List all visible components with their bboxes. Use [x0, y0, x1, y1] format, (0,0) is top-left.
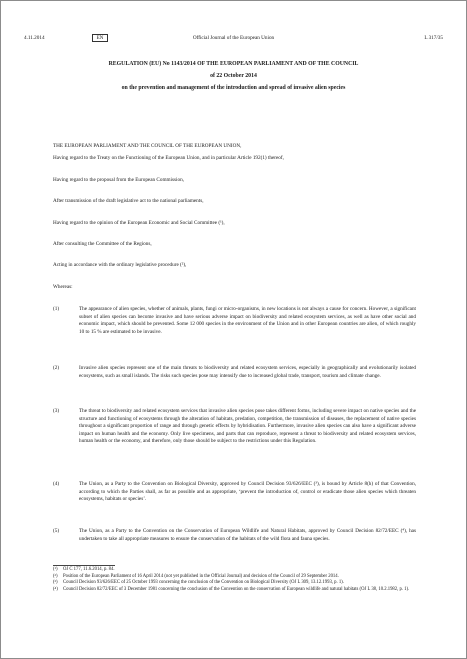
recital-text: Invasive alien species represent one of the main threats to biodiversity and related ecosystem services, especially in geographically and evolutionarily isolated ecosystems, such as small islands. The risks such species pose may intensify due to increased global trade, transport, tourism and climate change.	[79, 365, 416, 379]
title-line-2: of 22 October 2014	[210, 73, 257, 79]
citation-procedure: Acting in accordance with the ordinary legislative procedure (²),	[53, 262, 187, 268]
page-reference: L 317/35	[424, 35, 443, 41]
footnote-mark: (³)	[53, 580, 58, 586]
recital-number: (5)	[53, 528, 60, 534]
footnote-mark: (⁴)	[53, 586, 58, 592]
enacting-formula: THE EUROPEAN PARLIAMENT AND THE COUNCIL OF THE EUROPEAN UNION,	[53, 143, 242, 149]
publication-date: 4.11.2014	[24, 35, 45, 41]
language-badge: EN	[92, 34, 108, 42]
recital-text: The Union, as a Party to the Convention on the Conservation of European Wildlife and Natural Habitats, approved by Council Decision 82/72/EEC (⁴), has undertaken to take all appropriate measures to ensure the conservation of the habitats of the wild flora and fauna species.	[79, 528, 416, 542]
footnote-text: Council Decision 93/626/EEC of 25 October 1993 concerning the conclusion of the Convention on Biological Diversity (OJ L 309, 13.12.1993, p. 1).	[63, 580, 344, 586]
citation-proposal: Having regard to the proposal from the European Commission,	[53, 177, 184, 183]
footnote-item	[53, 580, 416, 587]
regulation-title	[24, 58, 443, 94]
footnote-mark: (¹)	[53, 567, 58, 572]
footnote-mark: (²)	[53, 573, 58, 579]
recital-number: (2)	[53, 365, 60, 371]
citation-regions: After consulting the Committee of the Regions,	[53, 241, 152, 247]
journal-name: Official Journal of the European Union	[192, 35, 275, 41]
citation-transmission: After transmission of the draft legislative act to the national parliaments,	[53, 198, 204, 204]
footnotes	[53, 567, 416, 593]
page-header	[24, 33, 443, 43]
recital-text: The threat to biodiversity and related ecosystem services that invasive alien species pose takes different forms, including severe impact on native species and the structure and functioning of ecosystems through the alteration of habitats, predation, competition, the transmission of diseases, the replacement of native species throughout a significant proportion of range and through genetic effects by hybridisation. Furthermore, invasive alien species can also have a significant adverse impact on human health and the economy. Only live specimens, and parts that can reproduce, represent a threat to biodiversity and related ecosystem services, human health or the economy, and therefore, only those should be subject to the restrictions under this Regulation.	[79, 408, 416, 445]
recital-text: The Union, as a Party to the Convention on Biological Diversity, approved by Council Decision 93/626/EEC (³), is bound by Article 8(h) of that Convention, according to which the Parties shall, as far as possible and as appropriate, ‘prevent the introduction of, control or eradicate those alien species which threaten ecosystems, habitats or species’.	[79, 481, 416, 503]
whereas-heading: Whereas:	[53, 284, 73, 290]
recital-number: (3)	[53, 408, 60, 414]
footnote-text: Position of the European Parliament of 16 April 2014 (not yet published in the Official Journal) and decision of the Council of 29 September 2014.	[63, 573, 339, 579]
footnote-item	[53, 587, 416, 594]
recital-number: (1)	[53, 306, 60, 312]
title-line-3: on the prevention and management of the introduction and spread of invasive alien species	[121, 85, 346, 91]
footnote-text: OJ C 177, 11.6.2014, p. 84.	[63, 567, 115, 572]
recital-number: (4)	[53, 481, 60, 487]
citation-treaty: Having regard to the Treaty on the Functioning of the European Union, and in particular Article 192(1) thereof,	[53, 155, 284, 161]
footnote-text: Council Decision 82/72/EEC of 3 December 1981 concerning the conclusion of the Convention on the conservation of European wildlife and natural habitats (OJ L 38, 10.2.1982, p. 1).	[63, 586, 410, 592]
footnote-separator	[53, 565, 115, 566]
citation-esc-opinion: Having regard to the opinion of the European Economic and Social Committee (¹),	[53, 220, 225, 226]
footnote-item	[53, 567, 416, 574]
footnote-item	[53, 574, 416, 581]
recital-text: The appearance of alien species, whether of animals, plants, fungi or micro-organisms, in new locations is not always a cause for concern. However, a significant subset of alien species can become invasive and have serious adverse impact on biodiversity and related ecosystem services, as well as have other social and economic impact, which should be prevented. Some 12 000 species in the environment of the Union and in other European countries are alien, of which roughly 10 to 15 % are estimated to be invasive.	[79, 306, 416, 335]
title-line-1: REGULATION (EU) No 1143/2014 OF THE EUROPEAN PARLIAMENT AND OF THE COUNCIL	[108, 61, 359, 67]
